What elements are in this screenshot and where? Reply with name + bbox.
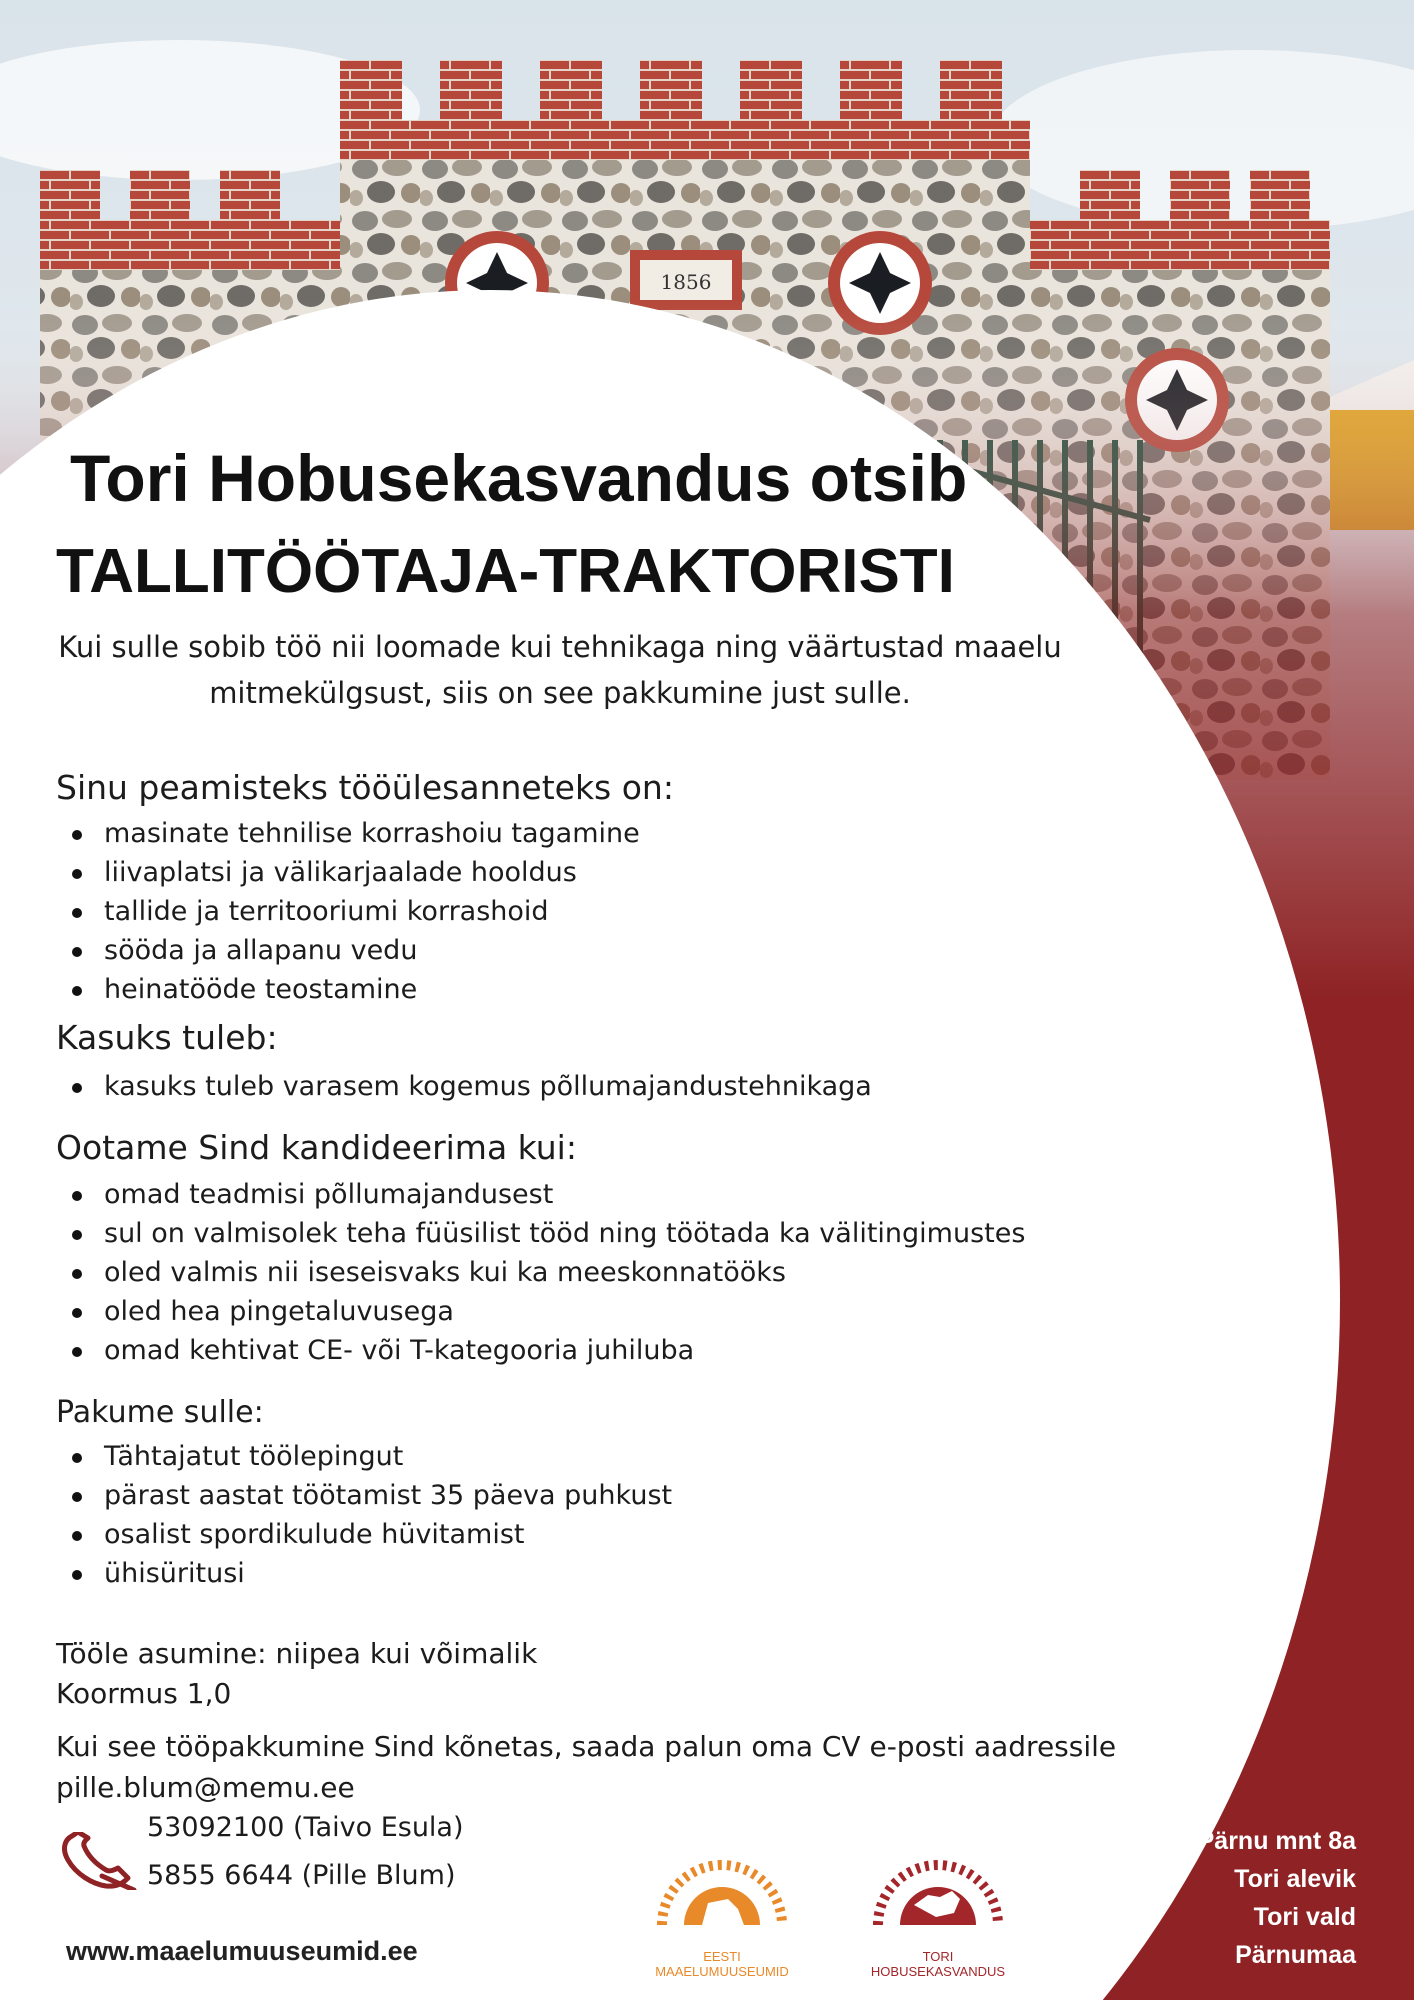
list-item: omad kehtivat CE- või T-kategooria juhiluba	[56, 1331, 1025, 1370]
museum-logo	[632, 1825, 812, 1979]
workload: Koormus 1,0	[56, 1677, 232, 1710]
requirements-list	[56, 1175, 1025, 1370]
advantage-list	[56, 1067, 872, 1106]
list-item: pärast aastat töötamist 35 päeva puhkust	[56, 1476, 672, 1515]
museum-logo-line2: MAAELUMUUSEUMID	[655, 1964, 789, 1979]
offer-list	[56, 1437, 672, 1593]
list-item: sul on valmisolek teha füüsilist tööd ning töötada ka välitingimustes	[56, 1214, 1025, 1253]
list-item: Tähtajatut töölepingut	[56, 1437, 672, 1476]
offer-heading: Pakume sulle:	[56, 1395, 264, 1430]
list-item: liivaplatsi ja välikarjaalade hooldus	[56, 853, 640, 892]
phone-icon	[62, 1832, 138, 1890]
museum-logo-line1: EESTI	[703, 1949, 741, 1964]
phone-pille[interactable]: 5855 6644 (Pille Blum)	[147, 1860, 456, 1891]
address-street: Pärnu mnt 8a	[1197, 1827, 1356, 1855]
title-line1: Tori Hobusekasvandus otsib	[70, 441, 968, 515]
horse-wreath-icon	[848, 1825, 1028, 1945]
list-item: ühisüritusi	[56, 1554, 672, 1593]
address-county: Pärnumaa	[1235, 1941, 1356, 1969]
title-line2: TALLITÖÖTAJA-TRAKTORISTI	[56, 537, 955, 606]
address-parish: Tori vald	[1253, 1903, 1356, 1931]
list-item: masinate tehnilise korrashoiu tagamine	[56, 814, 640, 853]
list-item: oled valmis nii iseseisvaks kui ka meeskonnatööks	[56, 1253, 1025, 1292]
wheat-wreath-icon	[632, 1825, 812, 1945]
list-item: omad teadmisi põllumajandusest	[56, 1175, 1025, 1214]
address-block	[1198, 1822, 1356, 1974]
list-item: osalist spordikulude hüvitamist	[56, 1515, 672, 1554]
stud-logo-line2: HOBUSEKASVANDUS	[870, 1964, 1006, 1979]
apply-text: Kui see tööpakkumine Sind kõnetas, saada palun oma CV e-posti aadressile	[56, 1730, 1117, 1763]
list-item: oled hea pingetaluvusega	[56, 1292, 1025, 1331]
requirements-heading: Ootame Sind kandideerima kui:	[56, 1128, 577, 1167]
advantage-heading: Kasuks tuleb:	[56, 1018, 278, 1057]
apply-email[interactable]: pille.blum@memu.ee	[56, 1771, 355, 1804]
stud-logo	[848, 1825, 1028, 1979]
tasks-list	[56, 814, 640, 1009]
phone-taivo[interactable]: 53092100 (Taivo Esula)	[147, 1812, 464, 1843]
address-town: Tori alevik	[1234, 1865, 1356, 1893]
list-item: kasuks tuleb varasem kogemus põllumajandustehnikaga	[56, 1067, 872, 1106]
start-date: Tööle asumine: niipea kui võimalik	[56, 1637, 538, 1670]
intro-text: Kui sulle sobib töö nii loomade kui tehnikaga ning väärtustad maaelu mitmekülgsust, siis on see pakkumine just sulle.	[58, 630, 1062, 710]
list-item: tallide ja territooriumi korrashoid	[56, 892, 640, 931]
list-item: sööda ja allapanu vedu	[56, 931, 640, 970]
year-plaque: 1856	[660, 270, 712, 294]
tasks-heading: Sinu peamisteks tööülesanneteks on:	[56, 768, 674, 807]
stud-logo-line1: TORI	[922, 1949, 954, 1964]
website-link[interactable]: www.maaelumuuseumid.ee	[66, 1936, 418, 1966]
list-item: heinatööde teostamine	[56, 970, 640, 1009]
